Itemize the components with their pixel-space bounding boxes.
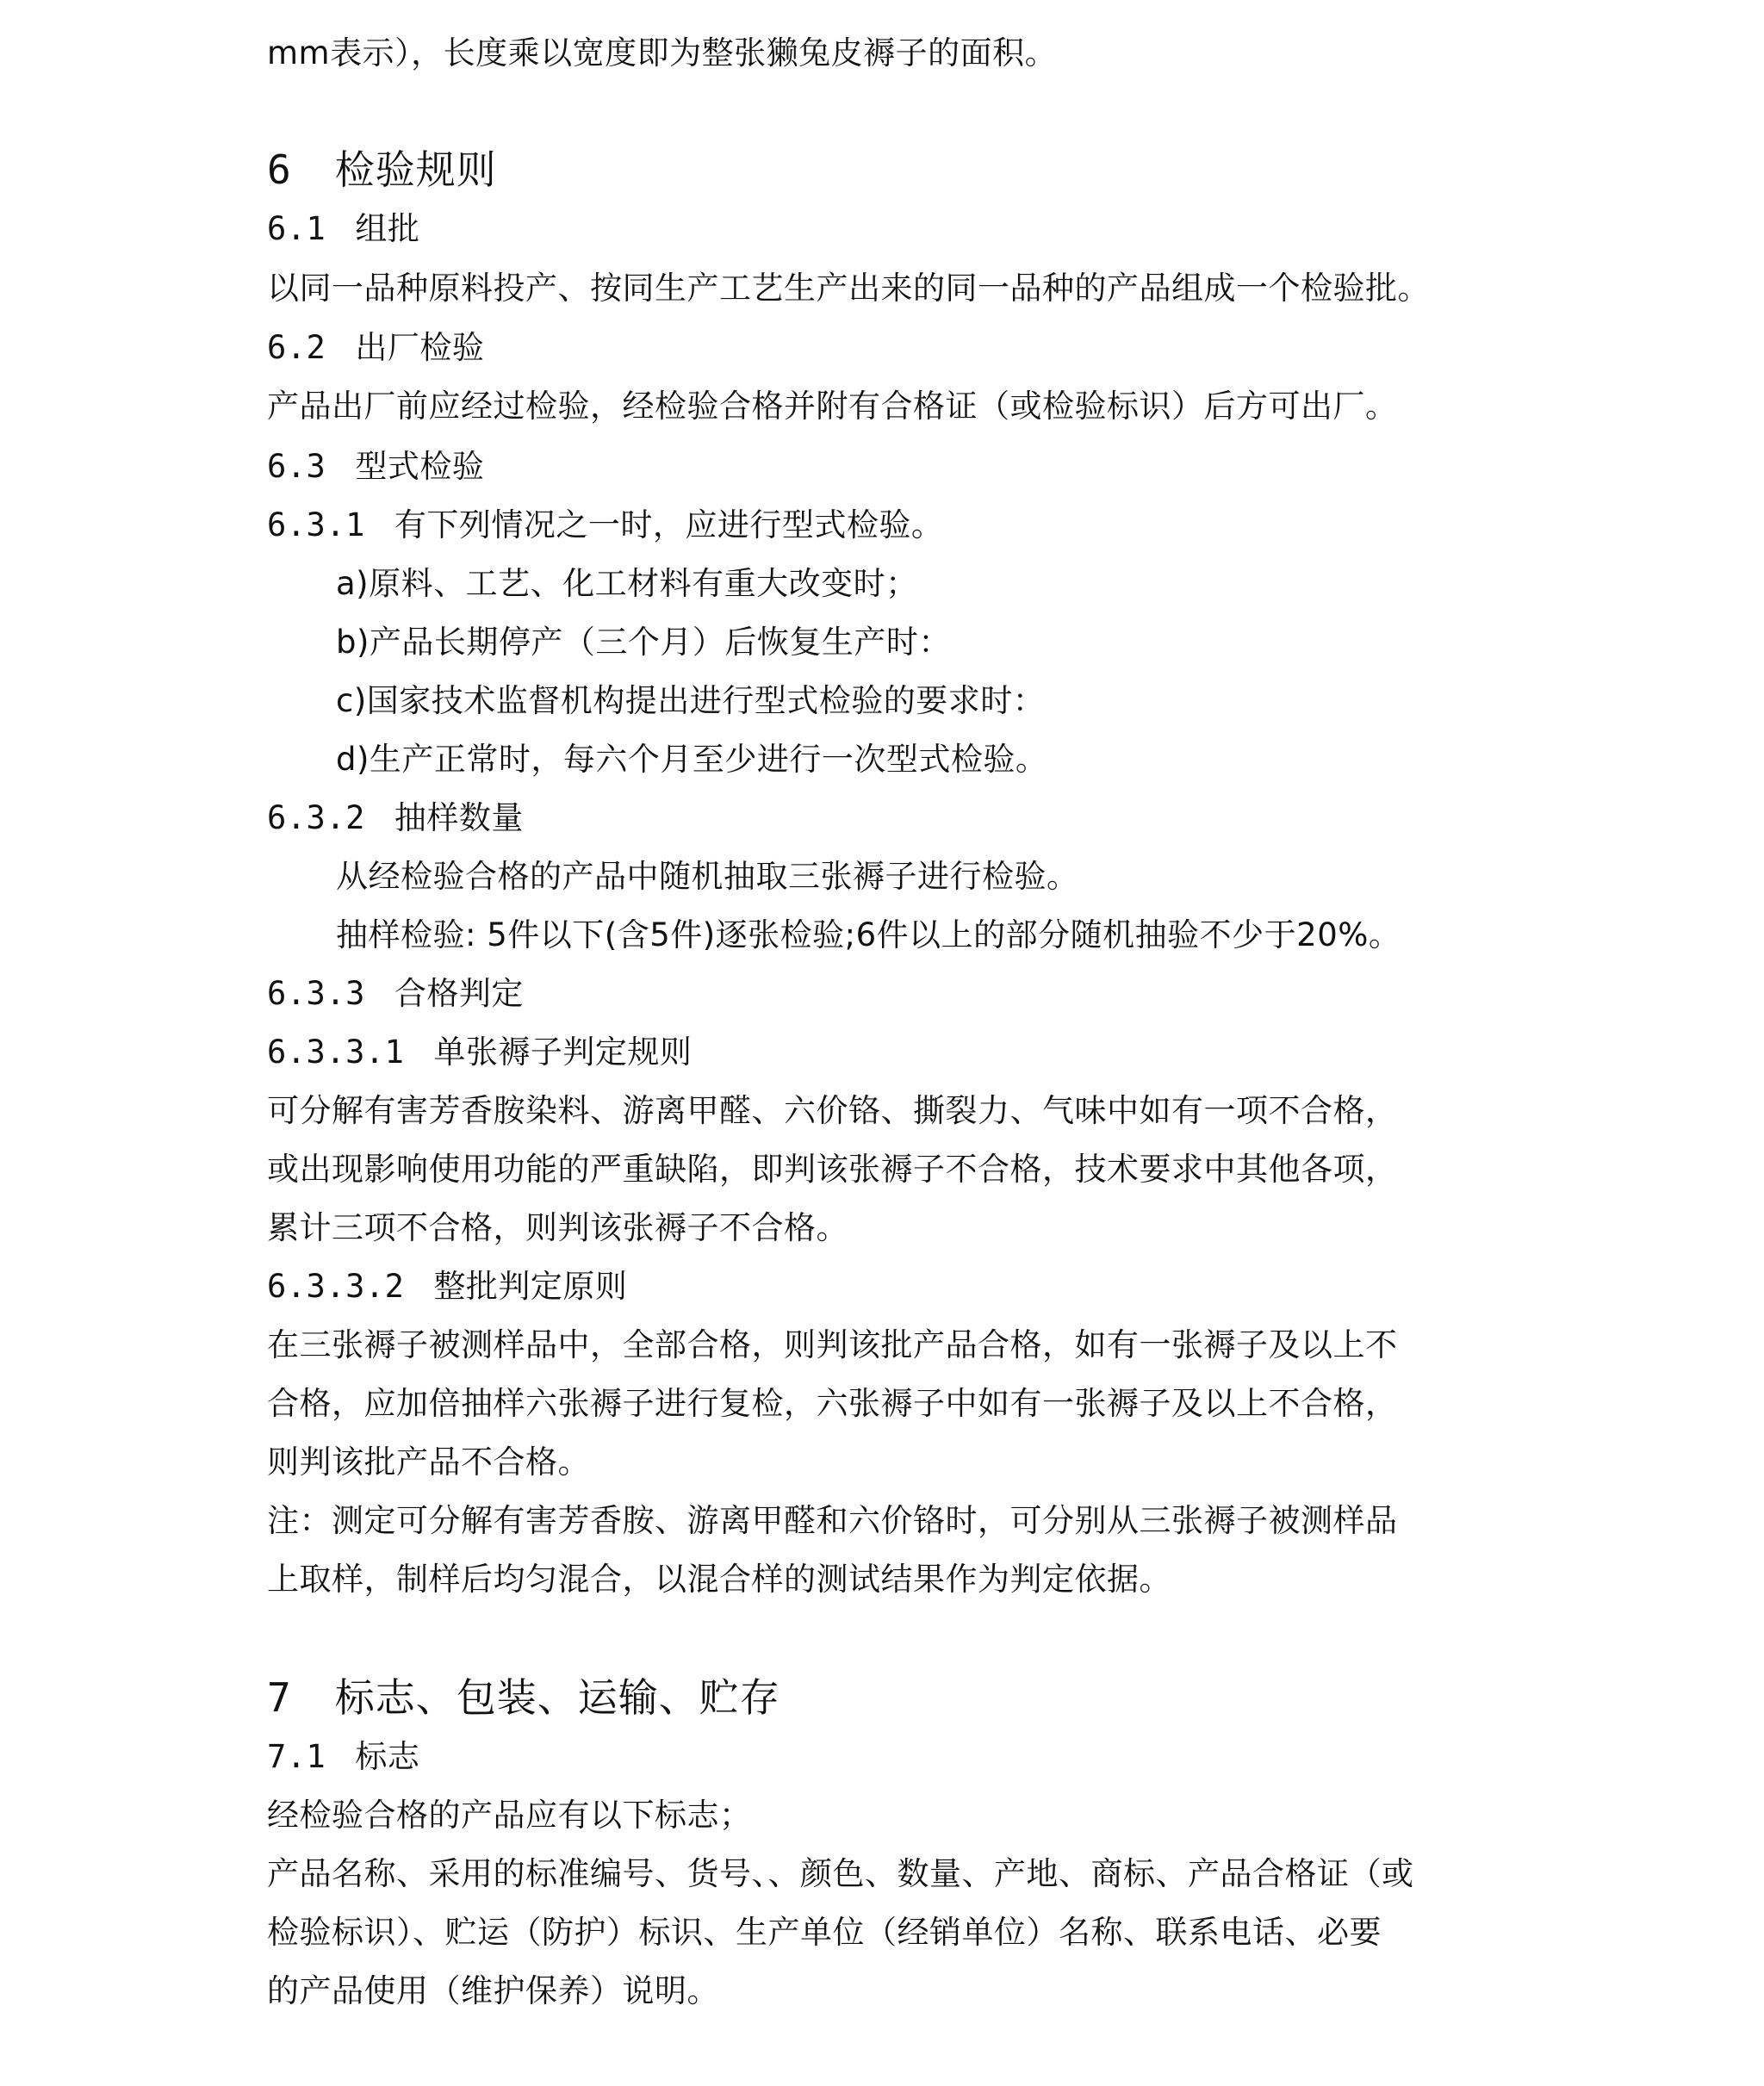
- section-number: 6: [267, 146, 292, 193]
- section-number: 6.3.3.1: [267, 1034, 405, 1071]
- paragraph-line: mm表示），长度乘以宽度即为整张獭兔皮褥子的面积。: [267, 34, 1058, 71]
- section-title: 标志: [355, 1738, 420, 1775]
- list-item: c)国家技术监督机构提出进行型式检验的要求时：: [336, 682, 1046, 719]
- section-title: 型式检验: [355, 448, 485, 485]
- paragraph-line: 或出现影响使用功能的严重缺陷，即判该张褥子不合格，技术要求中其他各项，: [267, 1151, 1398, 1188]
- paragraph-line: 从经检验合格的产品中随机抽取三张褥子进行检验。: [336, 858, 1079, 895]
- paragraph-line: 在三张褥子被测样品中，全部合格，则判该批产品合格，如有一张褥子及以上不: [267, 1326, 1398, 1363]
- subsection-heading-7-1: [267, 1736, 419, 1778]
- subsection-heading-6-1: [267, 208, 419, 250]
- section-number: 7: [267, 1674, 292, 1721]
- list-item: b)产品长期停产（三个月）后恢复生产时：: [336, 624, 951, 661]
- section-title: 抽样数量: [394, 799, 524, 836]
- paragraph-line: 检验标识）、贮运（防护）标识、生产单位（经销单位）名称、联系电话、必要: [267, 1914, 1382, 1951]
- section-number: 6.3.3.2: [267, 1268, 405, 1305]
- paragraph-line: 合格，应加倍抽样六张褥子进行复检，六张褥子中如有一张褥子及以上不合格，: [267, 1385, 1398, 1422]
- section-heading-6: [267, 145, 497, 195]
- paragraph-line: 产品出厂前应经过检验，经检验合格并附有合格证（或检验标识）后方可出厂。: [267, 388, 1398, 425]
- subsection-heading-6-3-3-2: [267, 1266, 627, 1307]
- section-title: 组批: [355, 210, 420, 247]
- subsection-heading-6-3-3-1: [267, 1032, 692, 1073]
- paragraph-line: 的产品使用（维护保养）说明。: [267, 1972, 719, 2009]
- paragraph-line: 抽样检验: 5件以下(含5件)逐张检验;6件以上的部分随机抽验不少于20%。: [336, 916, 1401, 953]
- section-number: 6.3: [267, 448, 326, 485]
- list-item: a)原料、工艺、化工材料有重大改变时；: [336, 565, 918, 602]
- subsection-heading-6-2: [267, 327, 484, 369]
- paragraph-line: 以同一品种原料投产、按同生产工艺生产出来的同一品种的产品组成一个检验批。: [267, 270, 1430, 307]
- section-heading-7: [267, 1673, 780, 1723]
- section-number: 6.1: [267, 210, 326, 247]
- paragraph-line: 累计三项不合格，则判该张褥子不合格。: [267, 1209, 848, 1246]
- section-title: 整批判定原则: [433, 1268, 628, 1305]
- section-title: 有下列情况之一时，应进行型式检验。: [394, 506, 944, 543]
- paragraph-line: 产品名称、采用的标准编号、货号、、颜色、数量、产地、商标、产品合格证（或: [267, 1855, 1414, 1892]
- section-title: 单张褥子判定规则: [433, 1034, 693, 1071]
- subsection-heading-6-3-2: [267, 798, 524, 839]
- section-title: 检验规则: [334, 146, 497, 193]
- section-number: 6.3.2: [267, 799, 365, 836]
- subsection-heading-6-3-3: [267, 973, 524, 1015]
- section-title: 出厂检验: [355, 329, 485, 366]
- section-title: 合格判定: [394, 975, 524, 1012]
- list-item: d)生产正常时，每六个月至少进行一次型式检验。: [336, 741, 1048, 778]
- paragraph-line: 可分解有害芳香胺染料、游离甲醛、六价铬、撕裂力、气味中如有一项不合格，: [267, 1092, 1398, 1129]
- subsection-heading-6-3: [267, 446, 484, 487]
- section-number: 7.1: [267, 1738, 326, 1775]
- section-number: 6.3.3: [267, 975, 365, 1012]
- subsection-heading-6-3-1: [267, 505, 943, 546]
- note-line: 注：测定可分解有害芳香胺、游离甲醛和六价铬时，可分别从三张褥子被测样品: [267, 1502, 1398, 1539]
- paragraph-line: 则判该批产品不合格。: [267, 1443, 590, 1481]
- note-line: 上取样，制样后均匀混合，以混合样的测试结果作为判定依据。: [267, 1561, 1171, 1598]
- section-number: 6.2: [267, 329, 326, 366]
- section-number: 6.3.1: [267, 506, 365, 543]
- section-title: 标志、包装、运输、贮存: [334, 1674, 780, 1721]
- paragraph-line: 经检验合格的产品应有以下标志；: [267, 1797, 752, 1834]
